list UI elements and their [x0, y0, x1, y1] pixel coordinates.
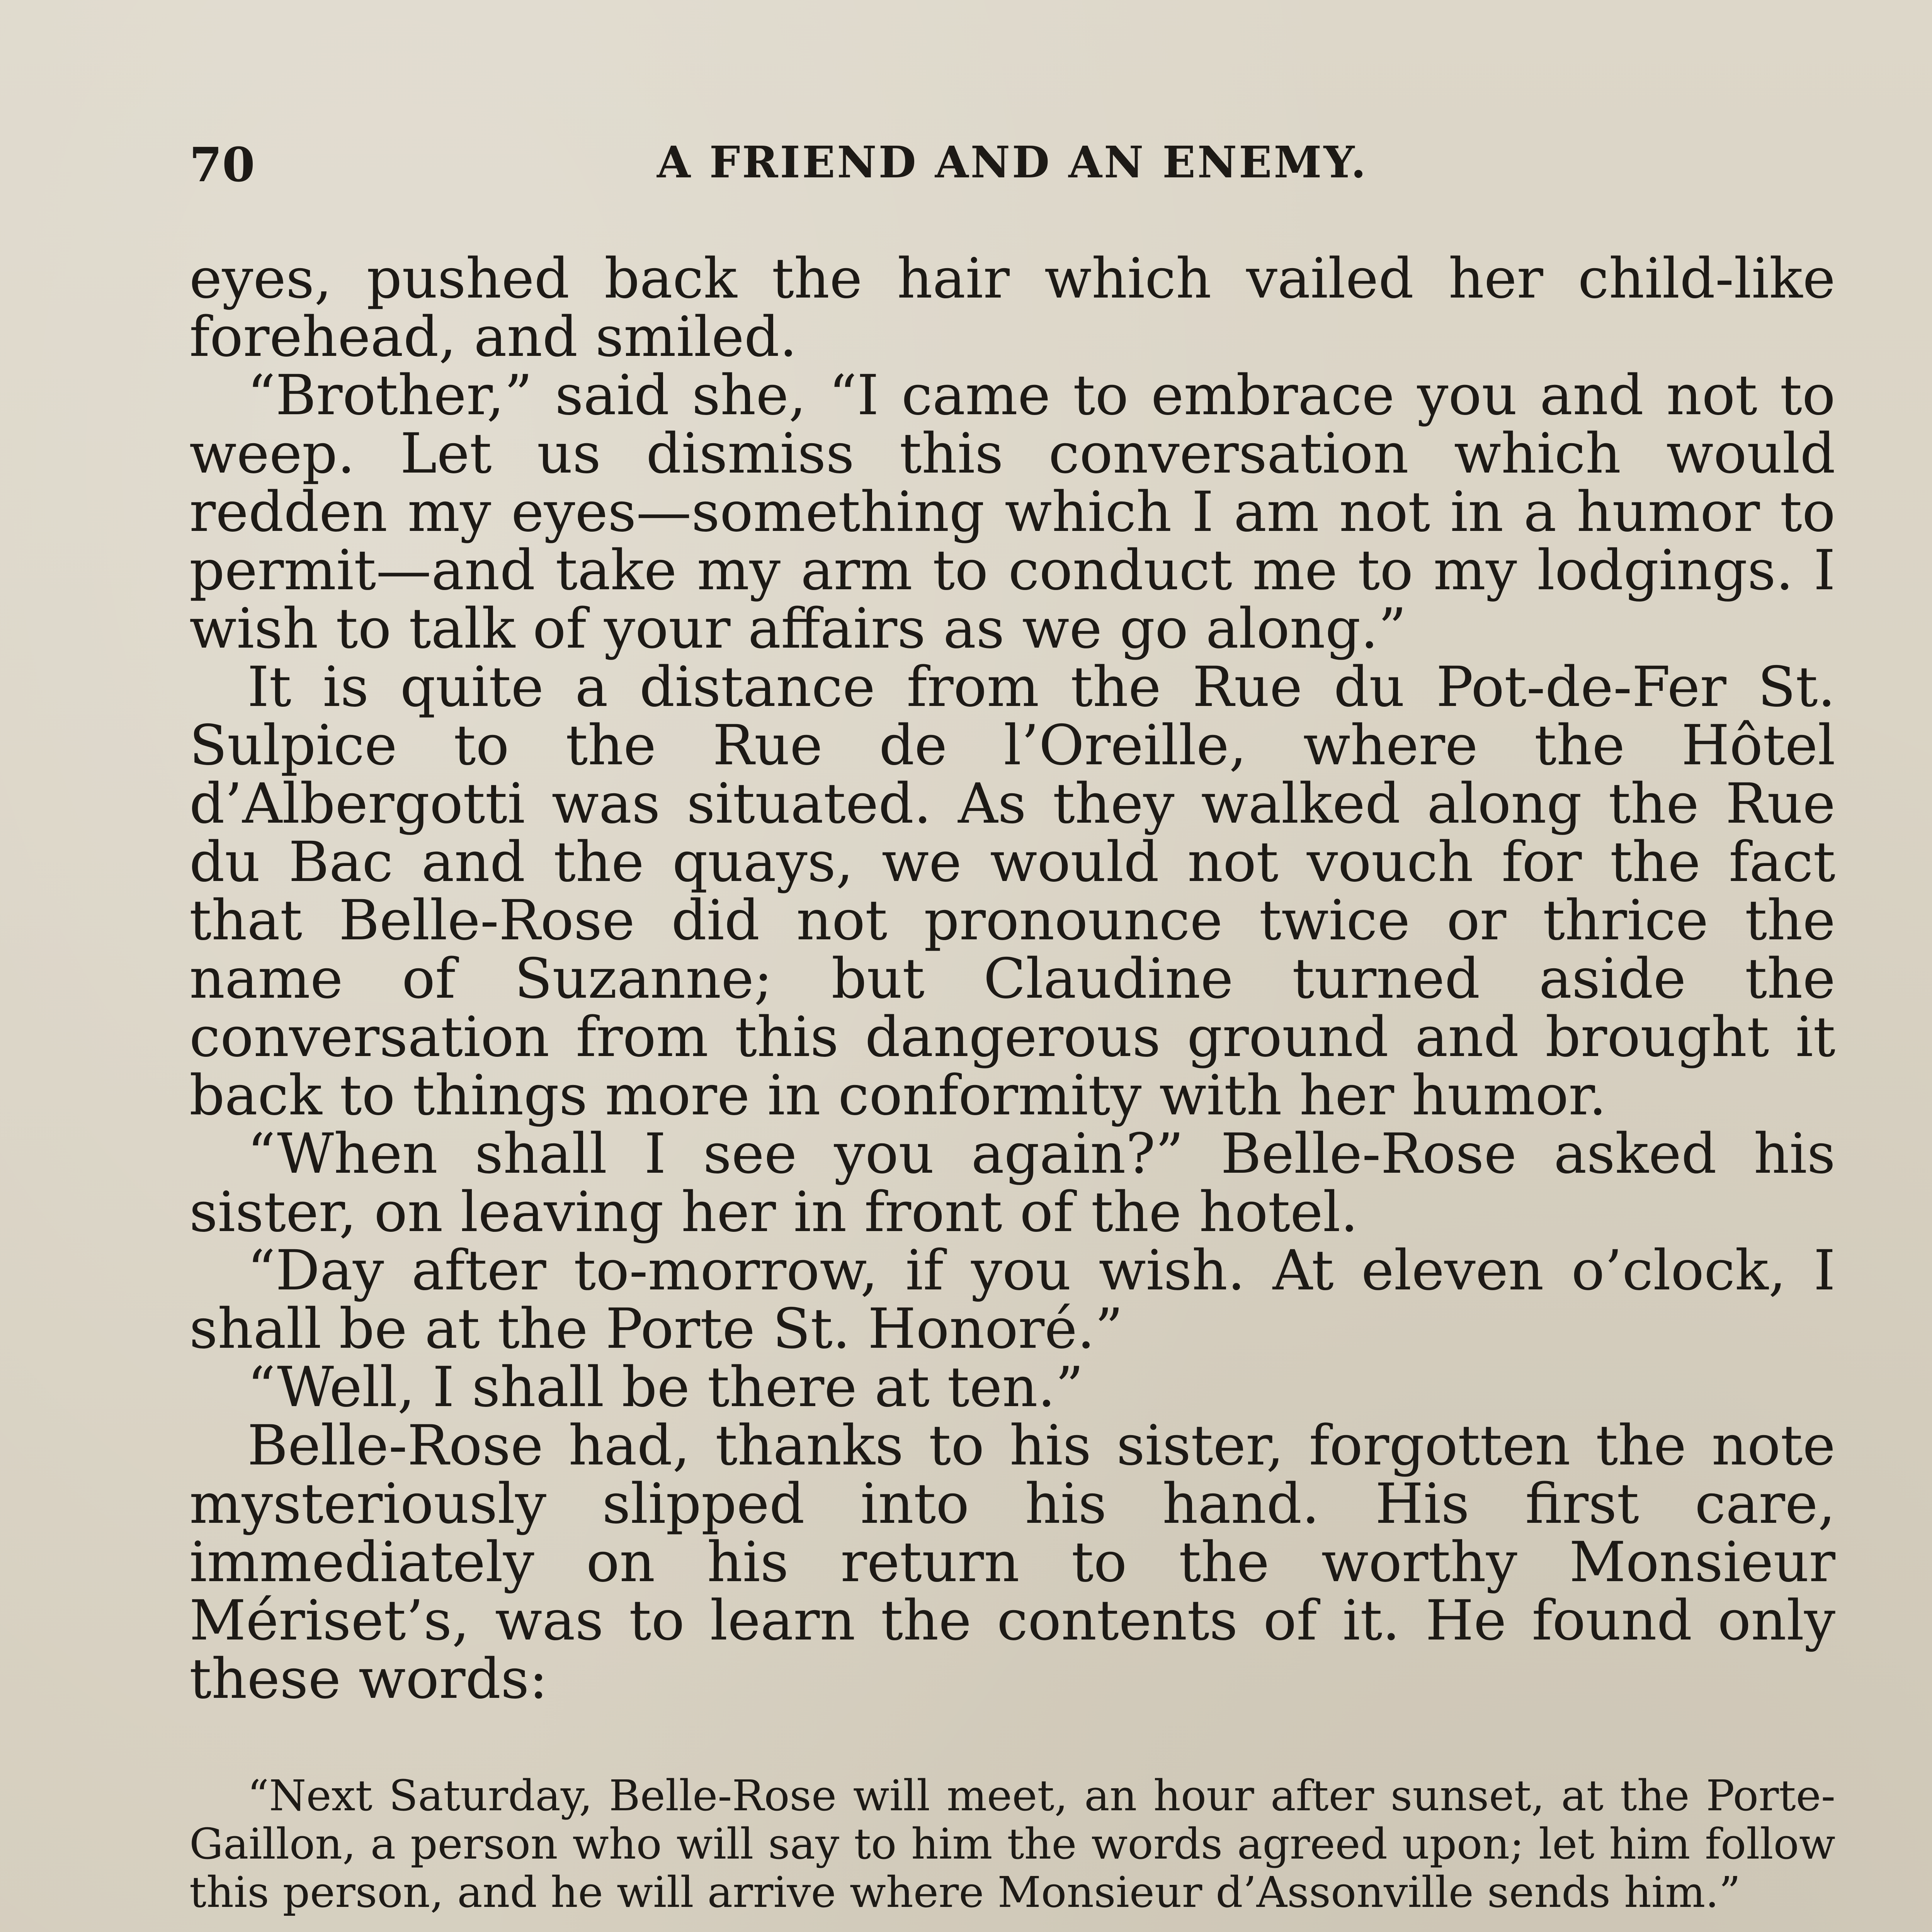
paragraph-continuation: eyes, pushed back the hair which vailed her child-like forehead, and smiled.: [189, 246, 1835, 369]
paragraph-question: “When shall I see you again?” Belle-Rose asked his sister, on leaving her in front of the hotel.: [189, 1121, 1835, 1244]
paragraph-claudine-speech: “Brother,” said she, “I came to embrace you and not to weep. Let us dismiss this conversation which would redden my eyes—something which I am not in a humor to permit—and take my arm to conduct me to my lodgings. I wish to talk of your affairs as we go along.”: [189, 363, 1835, 661]
running-title: A FRIEND AND AN ENEMY.: [657, 137, 1368, 188]
page-header: [189, 137, 1835, 199]
paragraph-note: Belle-Rose had, thanks to his sister, forgotten the note mysteriously slipped into his hand. His first care, immediately on his return to the worthy Monsieur Mériset’s, was to learn the contents of it. He found only these words:: [189, 1413, 1835, 1711]
quoted-note: “Next Saturday, Belle-Rose will meet, an hour after sunset, at the Porte-Gaillon, a person who will say to him the words agreed upon; let him follow this person, and he will arrive where Monsieur d’Assonville sends him.”: [189, 1771, 1835, 1917]
paragraph-walk-description: It is quite a distance from the Rue du Pot-de-Fer St. Sulpice to the Rue de l’Oreille, where the Hôtel d’Albergotti was situated. As they walked along the Rue du Bac and the quays, we would not vouch for the fact that Belle-Rose did not pronounce twice or thrice the name of Suzanne; but Claudine turned aside the conversation from this dangerous ground and brought it back to things more in conformity with her humor.: [189, 655, 1835, 1128]
body-text: [189, 246, 1835, 1932]
paragraph-reply: “Well, I shall be there at ten.”: [247, 1355, 1084, 1419]
paragraph-answer: “Day after to-morrow, if you wish. At eleven o’clock, I shall be at the Porte St. Honoré.”: [189, 1238, 1835, 1361]
page-number: 70: [189, 137, 255, 192]
